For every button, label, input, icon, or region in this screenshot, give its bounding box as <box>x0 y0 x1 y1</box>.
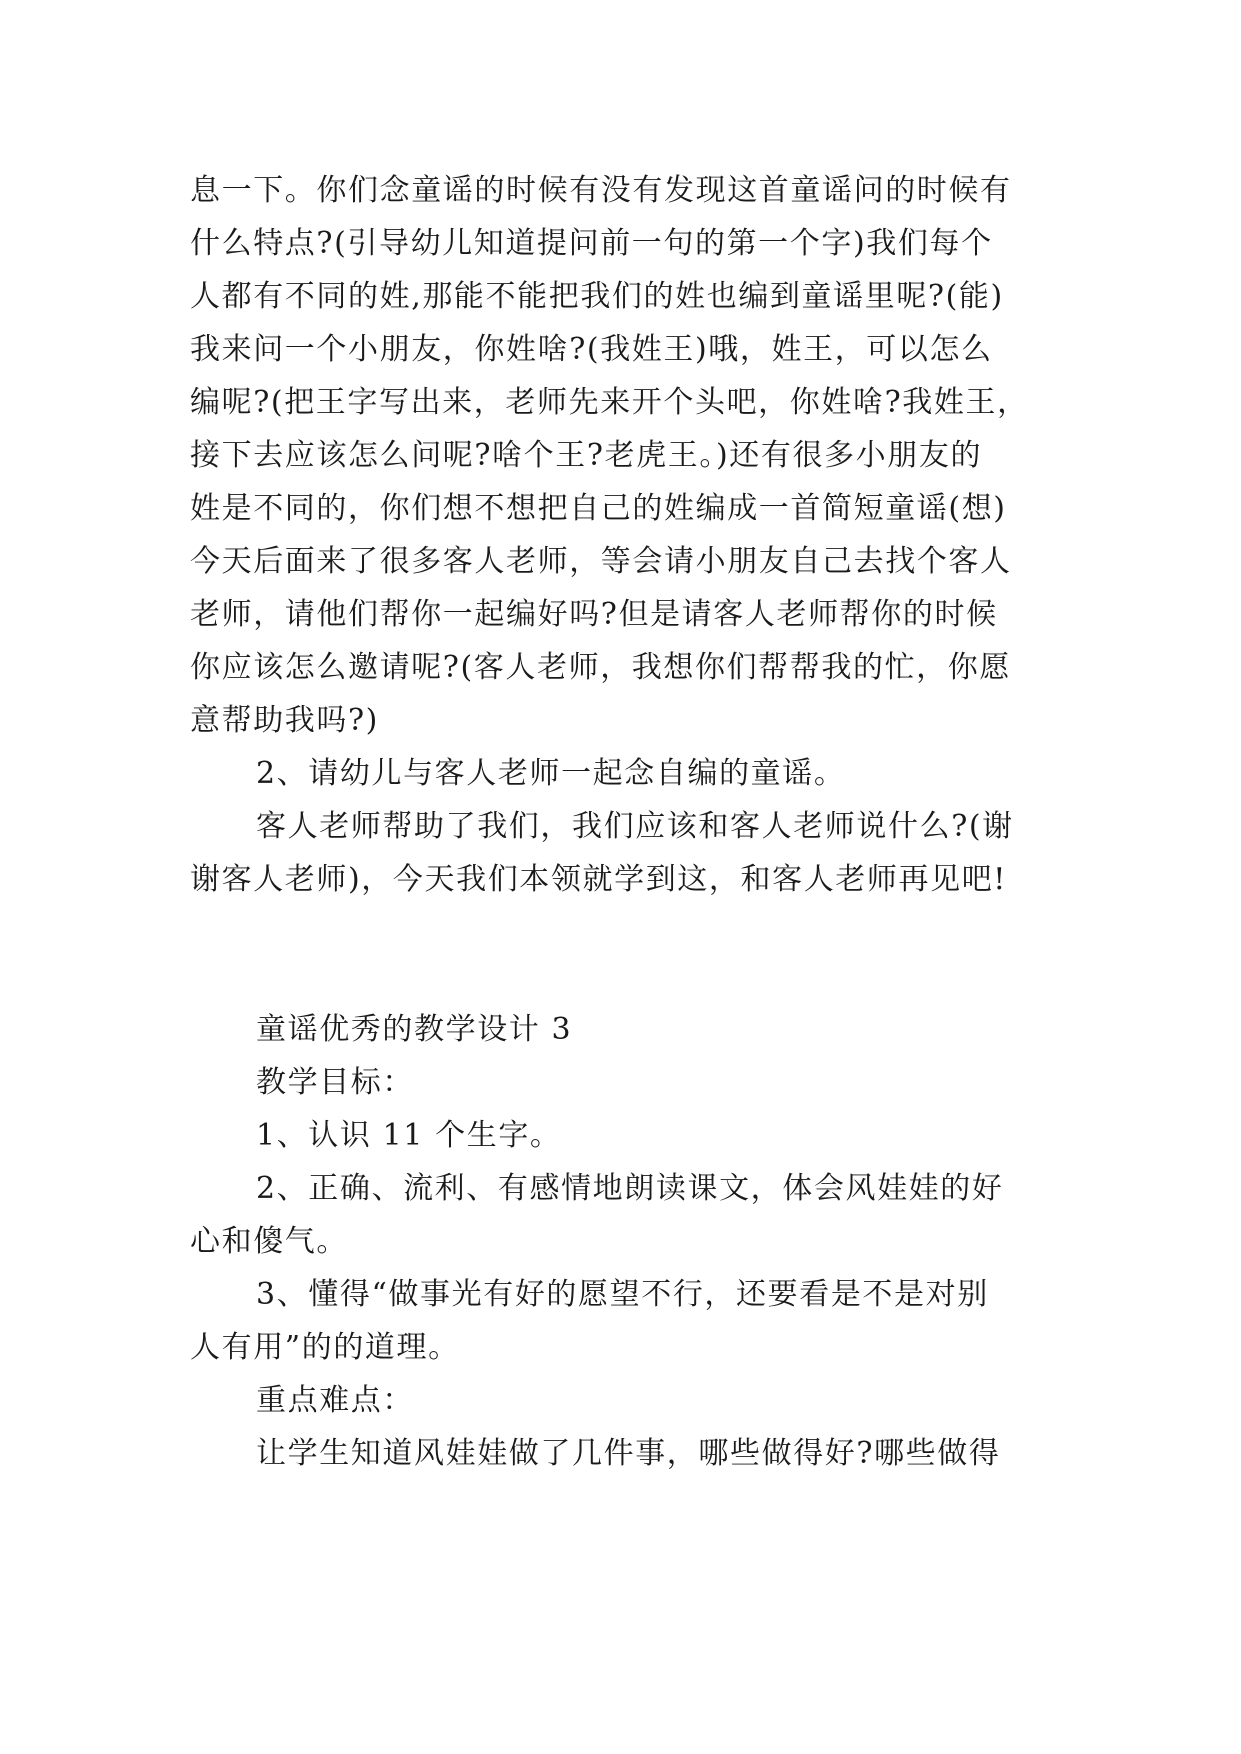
paragraph-line: 老师，请他们帮你一起编好吗?但是请客人老师帮你的时候 <box>190 597 998 632</box>
goals-heading: 教学目标： <box>256 1065 414 1100</box>
goal-item-continuation: 心和傻气。 <box>190 1224 348 1259</box>
paragraph-line: 接下去应该怎么问呢?啥个王?老虎王。)还有很多小朋友的 <box>190 438 983 473</box>
paragraph-line: 人都有不同的姓,那能不能把我们的姓也编到童谣里呢?(能) <box>190 279 1004 314</box>
section-title: 童谣优秀的教学设计 3 <box>256 1012 573 1047</box>
paragraph-line: 我来问一个小朋友，你姓啥?(我姓王)哦，姓王，可以怎么 <box>190 332 993 367</box>
key-points-line: 让学生知道风娃娃做了几件事，哪些做得好?哪些做得 <box>256 1436 1001 1471</box>
paragraph-line: 息一下。你们念童谣的时候有没有发现这首童谣问的时候有 <box>190 173 1012 208</box>
paragraph-line: 什么特点?(引导幼儿知道提问前一句的第一个字)我们每个 <box>190 226 993 261</box>
step-2-line: 2、请幼儿与客人老师一起念自编的童谣。 <box>256 756 846 791</box>
paragraph-line: 意帮助我吗?) <box>190 703 379 738</box>
paragraph-line: 编呢?(把王字写出来，老师先来开个头吧，你姓啥?我姓王， <box>190 385 1029 420</box>
closing-line: 客人老师帮助了我们，我们应该和客人老师说什么?(谢 <box>256 809 1014 844</box>
goal-item: 2、正确、流利、有感情地朗读课文，体会风娃娃的好 <box>256 1171 1004 1206</box>
key-points-heading: 重点难点： <box>256 1383 414 1418</box>
goal-item-continuation: 人有用”的的道理。 <box>190 1330 460 1365</box>
paragraph-line: 姓是不同的，你们想不想把自己的姓编成一首简短童谣(想) <box>190 491 1007 526</box>
paragraph-line: 你应该怎么邀请呢?(客人老师，我想你们帮帮我的忙，你愿 <box>190 650 1011 685</box>
goal-item: 3、懂得“做事光有好的愿望不行，还要看是不是对别 <box>256 1277 989 1312</box>
closing-line: 谢客人老师)，今天我们本领就学到这，和客人老师再见吧! <box>190 862 1007 897</box>
document-body <box>190 164 1050 1480</box>
section-gap <box>190 906 1050 1003</box>
paragraph-line: 今天后面来了很多客人老师，等会请小朋友自己去找个客人 <box>190 544 1012 579</box>
goal-item: 1、认识 11 个生字。 <box>256 1118 562 1153</box>
